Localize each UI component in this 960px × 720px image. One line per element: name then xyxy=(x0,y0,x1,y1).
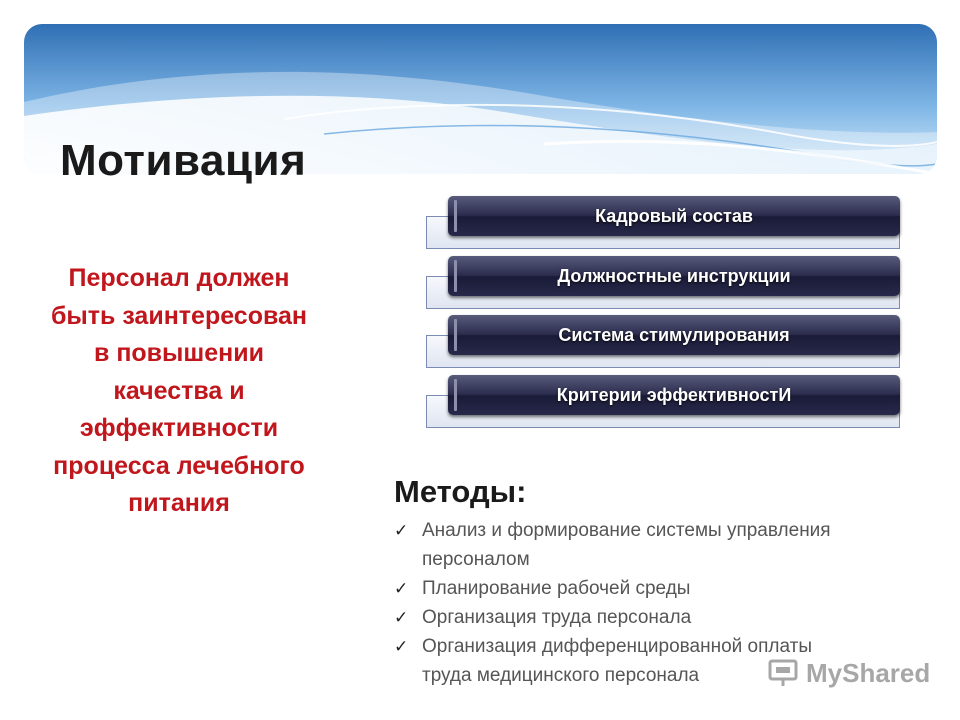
bar-efficiency-criteria: Критерии эффективностИ xyxy=(448,375,900,415)
watermark xyxy=(768,656,931,692)
check-mark-icon: ✓ xyxy=(394,637,409,656)
list-item xyxy=(426,315,900,367)
check-mark-icon: ✓ xyxy=(394,579,409,598)
statement-line: Персонал должен xyxy=(68,264,290,292)
list-item xyxy=(426,375,900,427)
bar-staff-composition: Кадровый состав xyxy=(448,196,900,236)
watermark-text: MyShared xyxy=(806,658,931,688)
list-item xyxy=(394,574,864,603)
statement-line: качества и xyxy=(113,376,245,405)
bar-incentive-system: Система стимулирования xyxy=(448,315,900,355)
list-item xyxy=(394,516,864,574)
method-text: Анализ и формирование системы управления персоналом xyxy=(422,520,831,570)
page-title: Мотивация xyxy=(60,136,307,185)
presentation-screen-icon xyxy=(768,658,800,688)
method-text: Планирование рабочей среды xyxy=(422,578,691,599)
method-text: Организация дифференцированной оплаты труда медицинского персонала xyxy=(422,636,813,686)
statement-line: быть заинтересован xyxy=(50,301,308,330)
methods-heading: Методы: xyxy=(394,474,527,509)
statement-line: в повышении xyxy=(94,339,264,367)
check-mark-icon: ✓ xyxy=(394,521,409,540)
check-mark-icon: ✓ xyxy=(394,608,409,627)
list-item xyxy=(394,603,864,632)
statement-line: процесса лечебного xyxy=(53,451,305,480)
statement-line: питания xyxy=(128,489,230,517)
method-text: Организация труда персонала xyxy=(422,607,692,628)
statement-line: эффективности xyxy=(79,414,279,442)
list-item xyxy=(426,256,900,308)
bar-job-instructions: Должностные инструкции xyxy=(448,256,900,296)
list-item xyxy=(426,196,900,248)
motivation-statement xyxy=(20,260,338,523)
